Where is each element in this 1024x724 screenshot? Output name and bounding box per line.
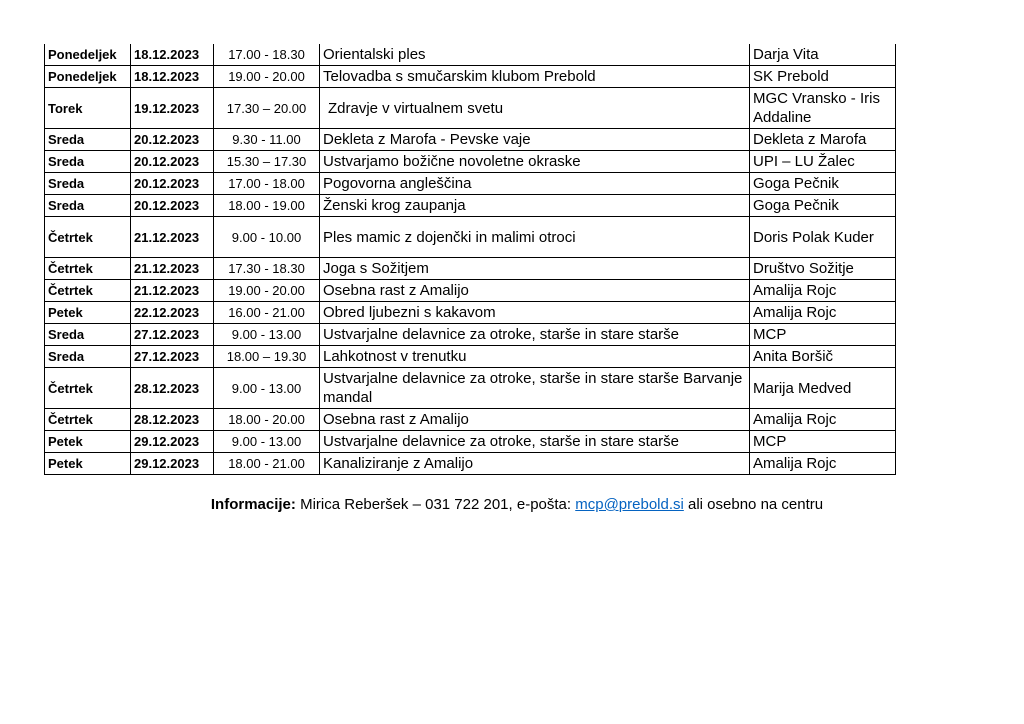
time-cell: 19.00 - 20.00: [214, 66, 320, 88]
time-cell: 9.00 - 13.00: [214, 324, 320, 346]
day-cell: Četrtek: [45, 258, 131, 280]
table-row: [45, 151, 896, 173]
time-cell: 9.00 - 13.00: [214, 368, 320, 409]
table-row: [45, 66, 896, 88]
date-cell: 28.12.2023: [131, 409, 214, 431]
table-row: [45, 44, 896, 66]
table-row: [45, 173, 896, 195]
time-cell: 9.30 - 11.00: [214, 129, 320, 151]
host-cell: Darja Vita: [750, 44, 896, 66]
title-cell: Obred ljubezni s kakavom: [320, 302, 750, 324]
time-cell: 19.00 - 20.00: [214, 280, 320, 302]
title-cell: Dekleta z Marofa - Pevske vaje: [320, 129, 750, 151]
day-cell: Petek: [45, 431, 131, 453]
table-row: [45, 324, 896, 346]
day-cell: Četrtek: [45, 280, 131, 302]
time-cell: 17.30 - 18.30: [214, 258, 320, 280]
date-cell: 21.12.2023: [131, 217, 214, 258]
title-cell: Ženski krog zaupanja: [320, 195, 750, 217]
date-cell: 22.12.2023: [131, 302, 214, 324]
host-cell: MCP: [750, 324, 896, 346]
day-cell: Petek: [45, 302, 131, 324]
host-cell: SK Prebold: [750, 66, 896, 88]
time-cell: 9.00 - 13.00: [214, 431, 320, 453]
title-cell: Kanaliziranje z Amalijo: [320, 453, 750, 475]
table-row: [45, 195, 896, 217]
date-cell: 18.12.2023: [131, 66, 214, 88]
date-cell: 27.12.2023: [131, 346, 214, 368]
time-cell: 17.30 – 20.00: [214, 88, 320, 129]
host-cell: UPI – LU Žalec: [750, 151, 896, 173]
title-cell: Ustvarjalne delavnice za otroke, starše in stare starše: [320, 324, 750, 346]
day-cell: Petek: [45, 453, 131, 475]
host-cell: Marija Medved: [750, 368, 896, 409]
day-cell: Sreda: [45, 151, 131, 173]
time-cell: 17.00 - 18.00: [214, 173, 320, 195]
host-cell: Doris Polak Kuder: [750, 217, 896, 258]
host-cell: MGC Vransko - Iris Addaline: [750, 88, 896, 129]
title-cell: Ustvarjalne delavnice za otroke, starše in stare starše Barvanje mandal: [320, 368, 750, 409]
table-row: [45, 431, 896, 453]
host-cell: Anita Boršič: [750, 346, 896, 368]
time-cell: 17.00 - 18.30: [214, 44, 320, 66]
date-cell: 20.12.2023: [131, 129, 214, 151]
title-cell: Telovadba s smučarskim klubom Prebold: [320, 66, 750, 88]
title-cell: Pogovorna angleščina: [320, 173, 750, 195]
table-row: [45, 129, 896, 151]
table-row: [45, 280, 896, 302]
day-cell: Četrtek: [45, 368, 131, 409]
date-cell: 20.12.2023: [131, 173, 214, 195]
table-row: [45, 409, 896, 431]
host-cell: Amalija Rojc: [750, 409, 896, 431]
host-cell: Goga Pečnik: [750, 173, 896, 195]
date-cell: 27.12.2023: [131, 324, 214, 346]
table-row: [45, 368, 896, 409]
day-cell: Sreda: [45, 346, 131, 368]
title-cell: Ustvarjamo božične novoletne okraske: [320, 151, 750, 173]
date-cell: 19.12.2023: [131, 88, 214, 129]
table-row: [45, 217, 896, 258]
day-cell: Sreda: [45, 324, 131, 346]
host-cell: Amalija Rojc: [750, 302, 896, 324]
info-suffix: ali osebno na centru: [683, 496, 824, 513]
day-cell: Ponedeljek: [45, 66, 131, 88]
host-cell: Društvo Sožitje: [750, 258, 896, 280]
host-cell: Amalija Rojc: [750, 453, 896, 475]
table-row: [45, 88, 896, 129]
title-cell: Zdravje v virtualnem svetu: [320, 88, 750, 129]
date-cell: 18.12.2023: [131, 44, 214, 66]
day-cell: Sreda: [45, 129, 131, 151]
title-cell: Ustvarjalne delavnice za otroke, starše in stare starše: [320, 431, 750, 453]
time-cell: 16.00 - 21.00: [214, 302, 320, 324]
table-row: [45, 258, 896, 280]
day-cell: Sreda: [45, 173, 131, 195]
time-cell: 9.00 - 10.00: [214, 217, 320, 258]
host-cell: MCP: [750, 431, 896, 453]
title-cell: Orientalski ples: [320, 44, 750, 66]
info-label: Informacije:: [210, 496, 296, 513]
title-cell: Lahkotnost v trenutku: [320, 346, 750, 368]
date-cell: 20.12.2023: [131, 151, 214, 173]
schedule-table: [44, 44, 896, 475]
time-cell: 18.00 - 19.00: [214, 195, 320, 217]
time-cell: 18.00 - 20.00: [214, 409, 320, 431]
time-cell: 15.30 – 17.30: [214, 151, 320, 173]
table-row: [45, 346, 896, 368]
info-text: Mirica Reberšek – 031 722 201, e-pošta:: [295, 496, 576, 513]
host-cell: Dekleta z Marofa: [750, 129, 896, 151]
date-cell: 29.12.2023: [131, 453, 214, 475]
host-cell: Amalija Rojc: [750, 280, 896, 302]
title-cell: Osebna rast z Amalijo: [320, 280, 750, 302]
title-cell: Osebna rast z Amalijo: [320, 409, 750, 431]
time-cell: 18.00 – 19.30: [214, 346, 320, 368]
day-cell: Četrtek: [45, 409, 131, 431]
day-cell: Četrtek: [45, 217, 131, 258]
date-cell: 21.12.2023: [131, 280, 214, 302]
time-cell: 18.00 - 21.00: [214, 453, 320, 475]
title-cell: Joga s Sožitjem: [320, 258, 750, 280]
contact-info: [0, 496, 1024, 513]
date-cell: 21.12.2023: [131, 258, 214, 280]
title-cell: Ples mamic z dojenčki in malimi otroci: [320, 217, 750, 258]
date-cell: 29.12.2023: [131, 431, 214, 453]
table-row: [45, 453, 896, 475]
day-cell: Sreda: [45, 195, 131, 217]
date-cell: 20.12.2023: [131, 195, 214, 217]
day-cell: Torek: [45, 88, 131, 129]
email-link[interactable]: mcp@prebold.si: [575, 496, 684, 513]
day-cell: Ponedeljek: [45, 44, 131, 66]
host-cell: Goga Pečnik: [750, 195, 896, 217]
date-cell: 28.12.2023: [131, 368, 214, 409]
table-row: [45, 302, 896, 324]
